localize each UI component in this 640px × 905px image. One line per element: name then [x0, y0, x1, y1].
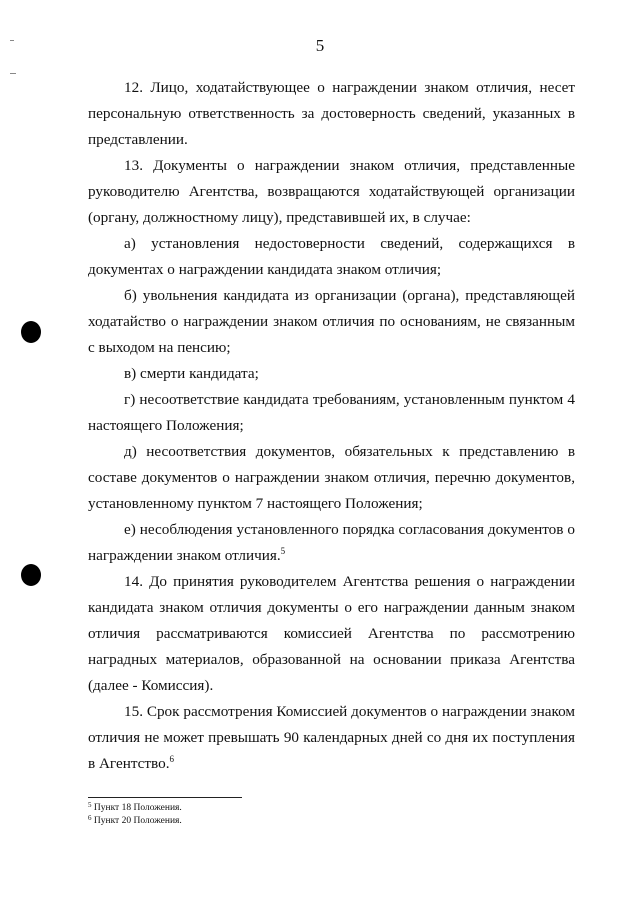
- item-v: [88, 361, 575, 387]
- punch-hole: [21, 564, 41, 586]
- paragraph-text: 12. Лицо, ходатайствующее о награждении знаком отличия, несет персональную ответственность за достоверность сведений, указанных в представлении.: [88, 79, 575, 148]
- footnote-6: [88, 815, 182, 827]
- footnote-separator: [88, 797, 242, 798]
- item-b: [88, 283, 575, 361]
- paragraph-12: [88, 75, 575, 153]
- footnote-reference[interactable]: 5: [280, 546, 286, 556]
- scan-margin-mark: [10, 73, 16, 74]
- paragraph-text: в) смерти кандидата;: [124, 365, 259, 382]
- item-a: [88, 231, 575, 283]
- footnote-mark: 5: [88, 801, 92, 809]
- footnote-reference[interactable]: 6: [169, 754, 174, 764]
- paragraph-text: а) установления недостоверности сведений, содержащихся в документах о награждении кандидата знаком отличия;: [88, 235, 575, 278]
- paragraph-text: е) несоблюдения установленного порядка согласования документов о награждении знаком отличия.: [88, 521, 575, 564]
- paragraph-14: [88, 569, 575, 699]
- paragraph-15: [88, 699, 575, 777]
- footnote-text: Пункт 18 Положения.: [93, 803, 182, 813]
- item-g: [88, 387, 575, 439]
- paragraph-text: 15. Срок рассмотрения Комиссией документов о награждении знаком отличия не может превышать 90 календарных дней со дня их поступления в Агентство.: [88, 703, 575, 772]
- page-number: 5: [315, 36, 325, 55]
- paragraph-text: г) несоответствие кандидата требованиям, установленным пунктом 4 настоящего Положения;: [88, 391, 575, 434]
- paragraph-text: д) несоответствия документов, обязательных к представлению в составе документов о награждении знаком отличия, перечню документов, установленному пунктом 7 настоящего Положения;: [88, 443, 575, 512]
- footnote-text: Пункт 20 Положения.: [93, 816, 182, 826]
- paragraph-13: [88, 153, 575, 231]
- footnote-mark: 6: [88, 814, 92, 822]
- footnote-5: [88, 802, 182, 814]
- paragraph-text: 14. До принятия руководителем Агентства решения о награждении кандидата знаком отличия документы о его награждении данным знаком отличия рассматриваются комиссией Агентства по рассмотрению наградных материалов, образованной на основании приказа Агентства (далее - Комиссия).: [88, 573, 575, 694]
- punch-hole: [21, 321, 41, 343]
- item-e: [88, 517, 575, 569]
- item-d: [88, 439, 575, 517]
- paragraph-text: б) увольнения кандидата из организации (органа), представляющей ходатайство о награждении знаком отличия по основаниям, не связанным с выходом на пенсию;: [88, 287, 575, 356]
- paragraph-text: 13. Документы о награждении знаком отличия, представленные руководителю Агентства, возвращаются ходатайствующей организации (органу, должностному лицу), представившей их, в случае:: [88, 157, 575, 226]
